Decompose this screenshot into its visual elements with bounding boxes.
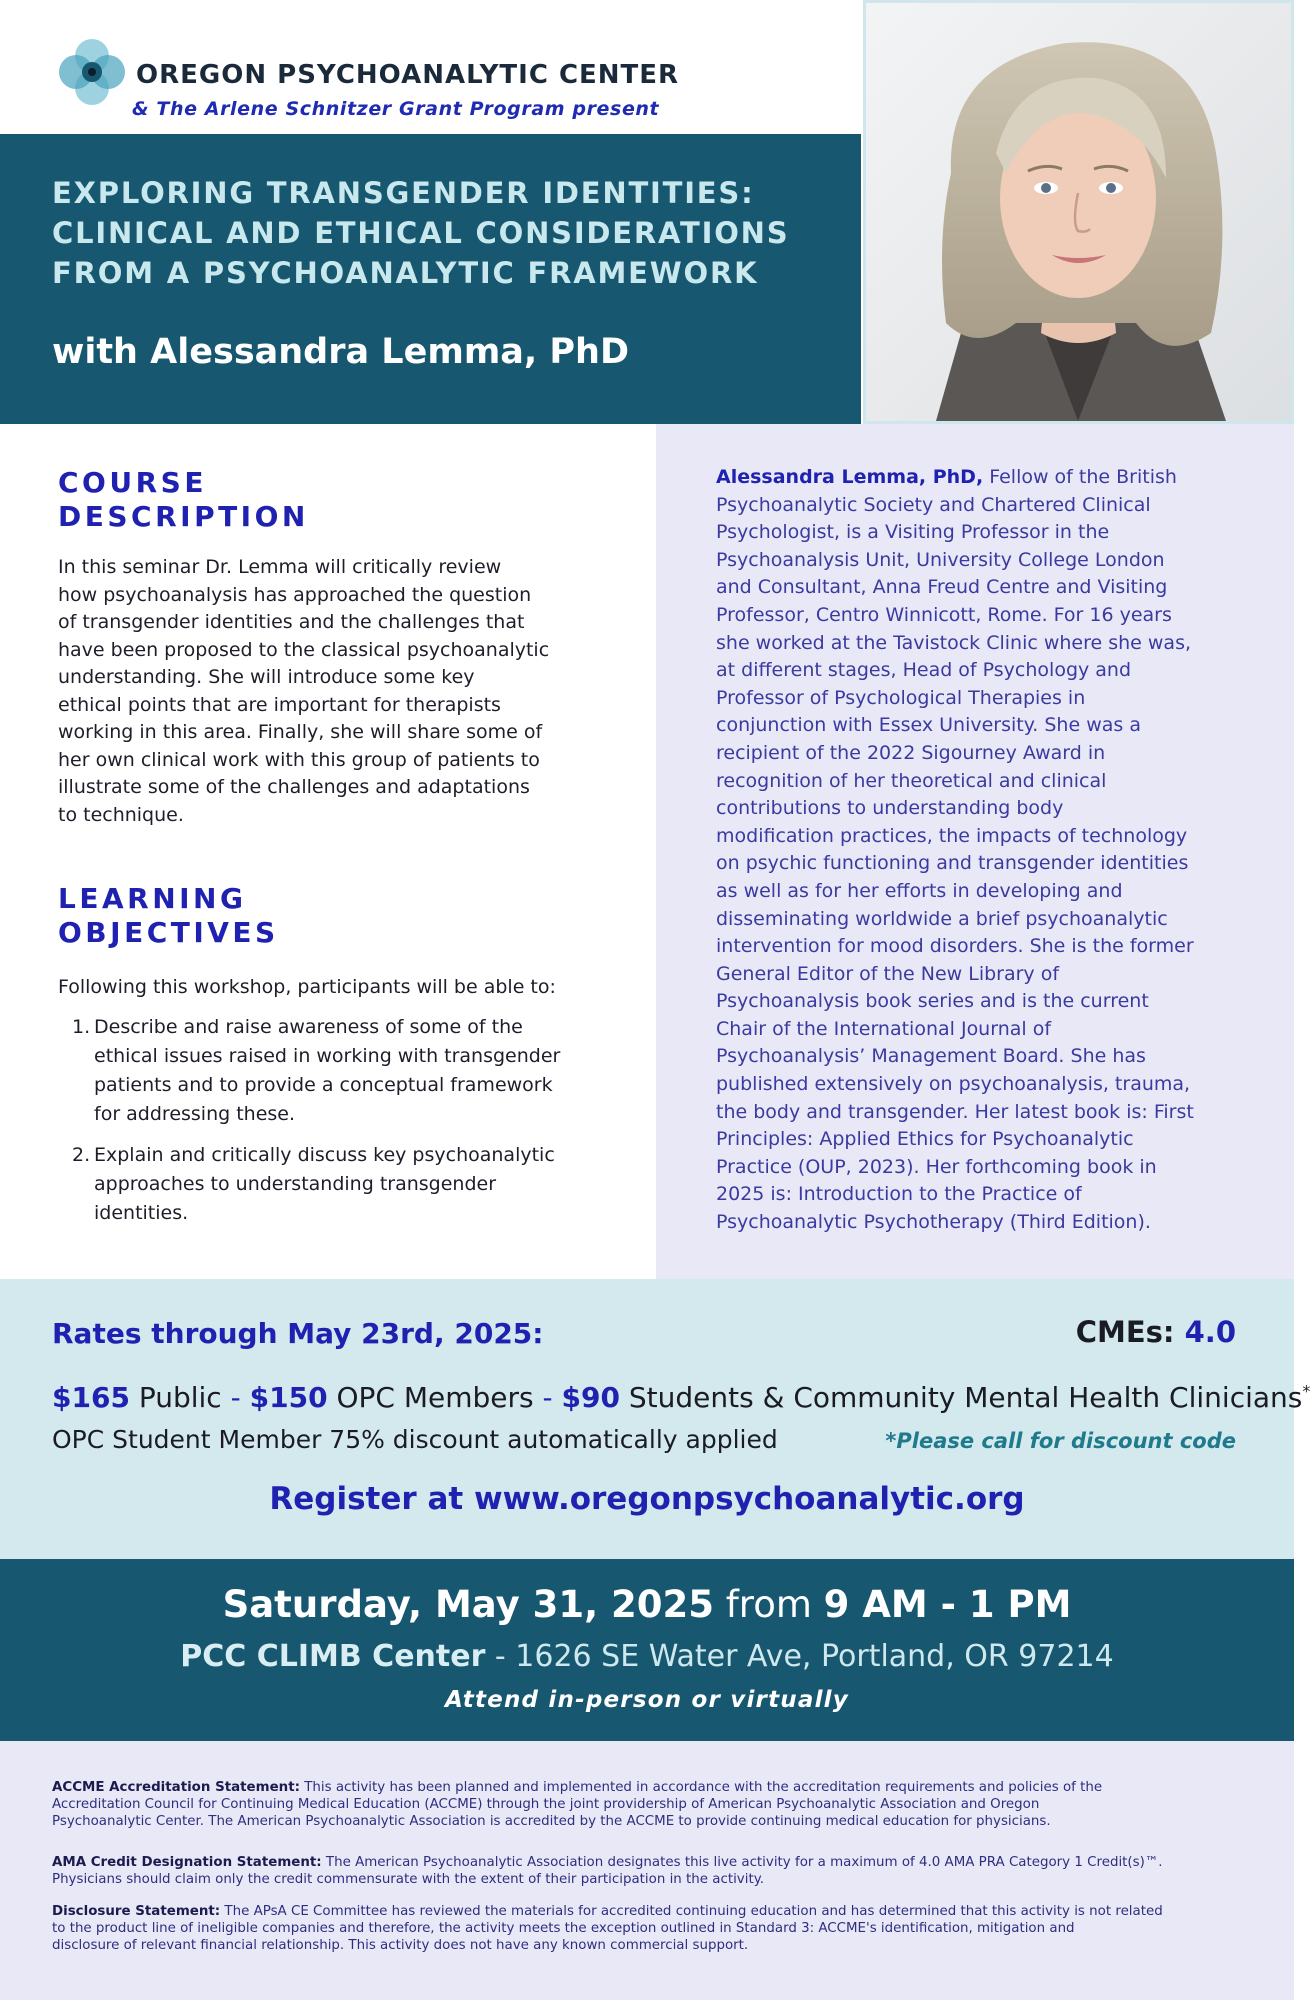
speaker-photo [863,0,1294,424]
objective-text [72,1141,632,1228]
title-line-2: CLINICAL AND ETHICAL CONSIDERATIONS [52,216,790,250]
course-line: understanding. She will introduce some key [58,666,475,688]
objectives-heading-line-2: OBJECTIVES [58,916,279,949]
disclosure-line: to the product line of ineligible companies and therefore, the activity meets the exception outlined in Standard 3: ACCME's identification, mitigation and [52,1921,1075,1937]
bio-line: Practice (OUP, 2023). Her forthcoming book in [716,1155,1157,1178]
price-students: $90 [561,1381,620,1414]
objective-item-2 [72,1141,632,1228]
ama-label: AMA Credit Designation Statement: [52,1855,322,1870]
accme-line: This activity has been planned and implemented in accordance with the accreditation requirements and policies of the [299,1780,1103,1795]
bio-line: Psychoanalytic Psychotherapy (Third Edition). [716,1211,1151,1234]
learning-objectives-heading [58,882,279,950]
speaker-portrait-illustration [866,3,1291,421]
bio-line: General Editor of the New Library of [716,962,1060,985]
title-line-1: EXPLORING TRANSGENDER IDENTITIES: [52,176,755,210]
bio-line: at different stages, Head of Psychology and [716,659,1132,682]
bio-line: on psychic functioning and transgender identities [716,852,1189,875]
event-from: from [714,1583,824,1626]
price-public: $165 [52,1381,130,1414]
bio-line: she worked at the Tavistock Clinic where she was, [716,631,1192,654]
ama-statement [52,1854,1247,1888]
speaker-bio [716,464,1261,1237]
ama-line: Physicians should claim only the credit commensurate with the extent of their participation in the activity. [52,1872,764,1888]
accme-line: Accreditation Council for Continuing Medical Education (ACCME) through the joint providership of American Psychoanalytic Association and Oregon [52,1797,1040,1813]
bio-first-line [716,464,1261,492]
objectives-heading-line-1: LEARNING [58,882,247,915]
bio-line: Psychoanalysis book series and is the current [716,990,1149,1013]
bio-line: Fellow of the British [983,466,1177,488]
course-line: her own clinical work with this group of patients to [58,748,540,771]
bio-line: recipient of the 2022 Sigourney Award in [716,741,1106,764]
disclosure-line: disclosure of relevant financial relationship. This activity does not have any known commercial support. [52,1938,749,1954]
student-discount-line: OPC Student Member 75% discount automatically applied [52,1425,778,1454]
bio-line: recognition of her theoretical and clinical [716,769,1107,792]
bio-line: 2025 is: Introduction to the Practice of [716,1183,1082,1206]
event-venue-separator: - [485,1639,516,1674]
course-line: illustrate some of the challenges and adaptations [58,776,530,798]
logo-row [56,36,856,120]
rates-title: Rates through May 23rd, 2025: [52,1317,544,1350]
bio-line: disseminating worldwide a brief psychoanalytic [716,907,1168,930]
course-line: how psychoanalysis has approached the question [58,583,532,606]
bio-line: Professor of Psychological Therapies in [716,686,1086,709]
price-separator: - [542,1381,553,1414]
asterisk-note: * [1302,1381,1310,1401]
event-date-time [0,1583,1294,1626]
cme-value: 4.0 [1184,1315,1236,1349]
discount-code-note: *Please call for discount code [885,1429,1236,1453]
rates-band [0,1279,1310,1559]
objective-line: Describe and raise awareness of some of the [94,1016,523,1038]
label-students: Students & Community Mental Health Clinicians [619,1381,1303,1414]
price-separator: - [230,1381,241,1414]
event-time: 9 AM - 1 PM [823,1583,1072,1626]
event-venue: PCC CLIMB Center [180,1639,486,1674]
bio-line: modification practices, the impacts of technology [716,824,1188,847]
event-address: 1626 SE Water Ave, Portland, OR 97214 [515,1639,1114,1674]
objective-number: 1. [72,1016,91,1038]
objective-line: ethical issues raised in working with transgender [94,1045,561,1067]
course-line: to technique. [58,803,184,826]
event-details-band [0,1559,1294,1741]
event-location [0,1639,1294,1674]
accme-label: ACCME Accreditation Statement: [52,1780,300,1795]
objective-line: approaches to understanding transgender [94,1173,497,1195]
event-date: Saturday, May 31, 2025 [222,1583,715,1626]
accme-line: Psychoanalytic Center. The American Psychoanalytic Association is accredited by the ACCME to provide continuing medical education for physicians. [52,1814,1051,1830]
bio-line: Chair of the International Journal of [716,1017,1052,1040]
objective-number: 2. [72,1144,91,1166]
course-heading-line-2: DESCRIPTION [58,500,309,533]
course-description-heading [58,466,309,534]
org-name: OREGON PSYCHOANALYTIC CENTER [136,60,680,90]
org-logo [56,36,128,108]
right-column [656,424,1294,1279]
price-line [52,1381,1310,1414]
title-band [0,134,861,424]
bio-line: as well as for her efforts in developing and [716,879,1123,902]
cme-credits [1076,1315,1236,1349]
accme-statement [52,1779,1247,1831]
objective-line: identities. [94,1202,189,1224]
title-line-3: FROM A PSYCHOANALYTIC FRAMEWORK [52,256,759,290]
course-line: of transgender identities and the challenges that [58,611,525,633]
course-description-text [58,554,618,829]
bio-line: contributions to understanding body [716,797,1064,820]
objective-line: patients and to provide a conceptual framework [94,1074,553,1096]
price-members: $150 [249,1381,328,1414]
bio-line: Principles: Applied Ethics for Psychoanalytic [716,1128,1134,1151]
course-line: working in this area. Finally, she will share some of [58,721,543,743]
objectives-intro: Following this workshop, participants will be able to: [58,976,556,998]
bio-name: Alessandra Lemma, PhD, [716,466,984,488]
objective-line: Explain and critically discuss key psychoanalytic [94,1144,555,1166]
attendance-mode: Attend in-person or virtually [445,1687,849,1713]
header [0,0,1294,425]
presenter-line: & The Arlene Schnitzer Grant Program present [132,98,660,120]
course-heading-line-1: COURSE [58,466,207,499]
ama-line: The American Psychoanalytic Association designates this live activity for a maximum of 4.0 AMA PRA Category 1 Credit(s)™. [321,1855,1163,1870]
bio-line: Professor, Centro Winnicott, Rome. For 16 years [716,603,1172,626]
objective-line: for addressing these. [94,1103,296,1125]
bio-line: Psychologist, is a Visiting Professor in the [716,521,1110,544]
objective-item-1 [72,1013,632,1129]
bio-line: the body and transgender. Her latest book is: First [716,1100,1194,1123]
bio-line: Psychoanalysis’ Management Board. She has [716,1045,1146,1068]
course-line: In this seminar Dr. Lemma will critically review [58,556,502,578]
speaker-line: with Alessandra Lemma, PhD [52,332,630,372]
label-public: Public [129,1381,231,1414]
course-line: have been proposed to the classical psychoanalytic [58,638,550,661]
disclosure-line: The APsA CE Committee has reviewed the materials for accredited continuing education and has determined that this activity is not related [220,1904,1163,1919]
bio-line: intervention for mood disorders. She is the former [716,935,1194,958]
footer-statements [0,1741,1294,2000]
register-link[interactable]: Register at www.oregonpsychoanalytic.org [269,1481,1025,1517]
bio-line: Psychoanalytic Society and Chartered Clinical [716,493,1151,516]
bio-line: and Consultant, Anna Freud Centre and Visiting [716,576,1168,599]
disclosure-statement [52,1903,1247,1955]
bio-line: conjunction with Essex University. She was a [716,714,1141,737]
disclosure-label: Disclosure Statement: [52,1904,221,1919]
left-column [0,424,656,1279]
course-line: ethical points that are important for therapists [58,693,501,716]
cme-label: CMEs: [1075,1315,1185,1349]
bio-line: published extensively on psychoanalysis, trauma, [716,1073,1191,1096]
objective-text [72,1013,632,1129]
bio-line: Psychoanalysis Unit, University College London [716,548,1165,571]
label-members: OPC Members [327,1381,543,1414]
